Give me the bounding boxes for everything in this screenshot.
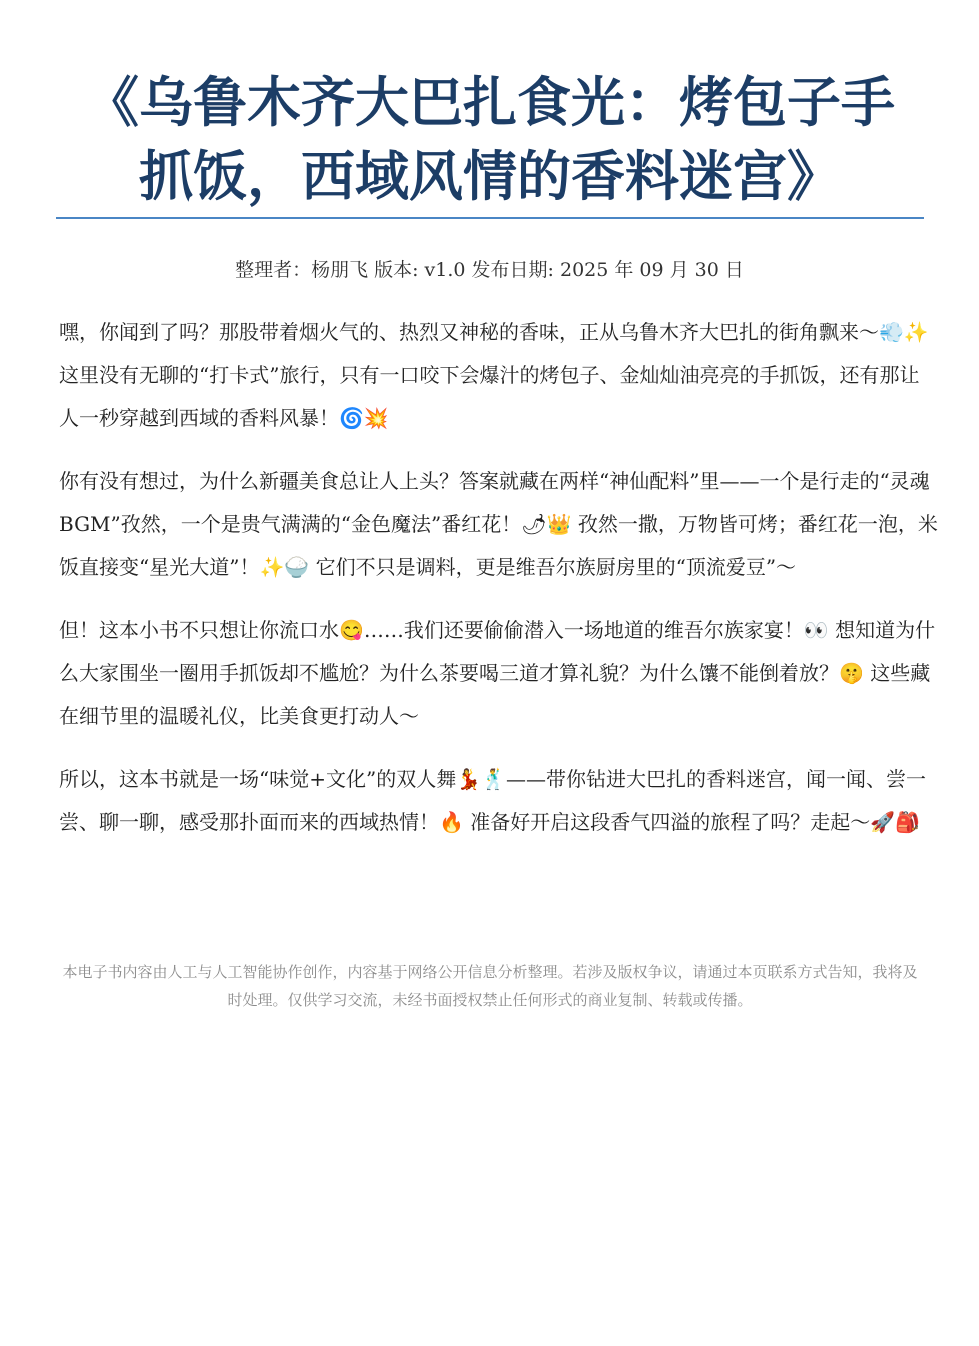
title-line-2: 抓饭，西域风情的香料迷宫》 [139,145,841,208]
paragraph-2: 你有没有想过，为什么新疆美食总让人上头？答案就藏在两样“神仙配料”里——一个是行走的“灵魂 BGM”孜然，一个是贵气满满的“金色魔法”番红花！🌶👑 孜然一撒，万物皆可烤；番红花一泡，米饭直接变“星光大道”！✨🍚 它们不只是调料，更是维吾尔族厨房里的“顶流爱豆”～ [59,469,938,579]
paragraph-1: 嘿，你闻到了吗？那股带着烟火气的、热烈又神秘的香味，正从乌鲁木齐大巴扎的街角飘来～💨✨ 这里没有无聊的“打卡式”旅行，只有一口咬下会爆汁的烤包子、金灿灿油亮亮的手抓饭，还有那让人一秒穿越到西域的香料风暴！🌀💥 [59,320,929,430]
title-divider [56,217,924,219]
document-meta: 整理者：杨朋飞 版本: v1.0 发布日期: 2025 年 09 月 30 日 [235,259,744,281]
document-title [40,66,940,214]
document-body [59,311,939,864]
paragraph-3: 但！这本小书不只想让你流口水😋……我们还要偷偷潜入一场地道的维吾尔族家宴！👀 想知道为什么大家围坐一圈用手抓饭却不尴尬？为什么茶要喝三道才算礼貌？为什么馕不能倒着放？🤫 这些藏在细节里的温暖礼仪，比美食更打动人～ [59,618,936,728]
paragraph-4: 所以，这本书就是一场“味觉+文化”的双人舞💃🕺——带你钻进大巴扎的香料迷宫，闻一闻、尝一尝、聊一聊，感受那扑面而来的西域热情！🔥 准备好开启这段香气四溢的旅程了吗？走起～🚀🎒 [59,767,927,834]
title-line-1: 《乌鲁木齐大巴扎食光：烤包子手 [85,71,895,134]
disclaimer-note: 本电子书内容由人工与人工智能协作创作，内容基于网络公开信息分析整理。若涉及版权争议，请通过本页联系方式告知，我将及时处理。仅供学习交流，未经书面授权禁止任何形式的商业复制、转载或传播。 [62,963,918,1009]
